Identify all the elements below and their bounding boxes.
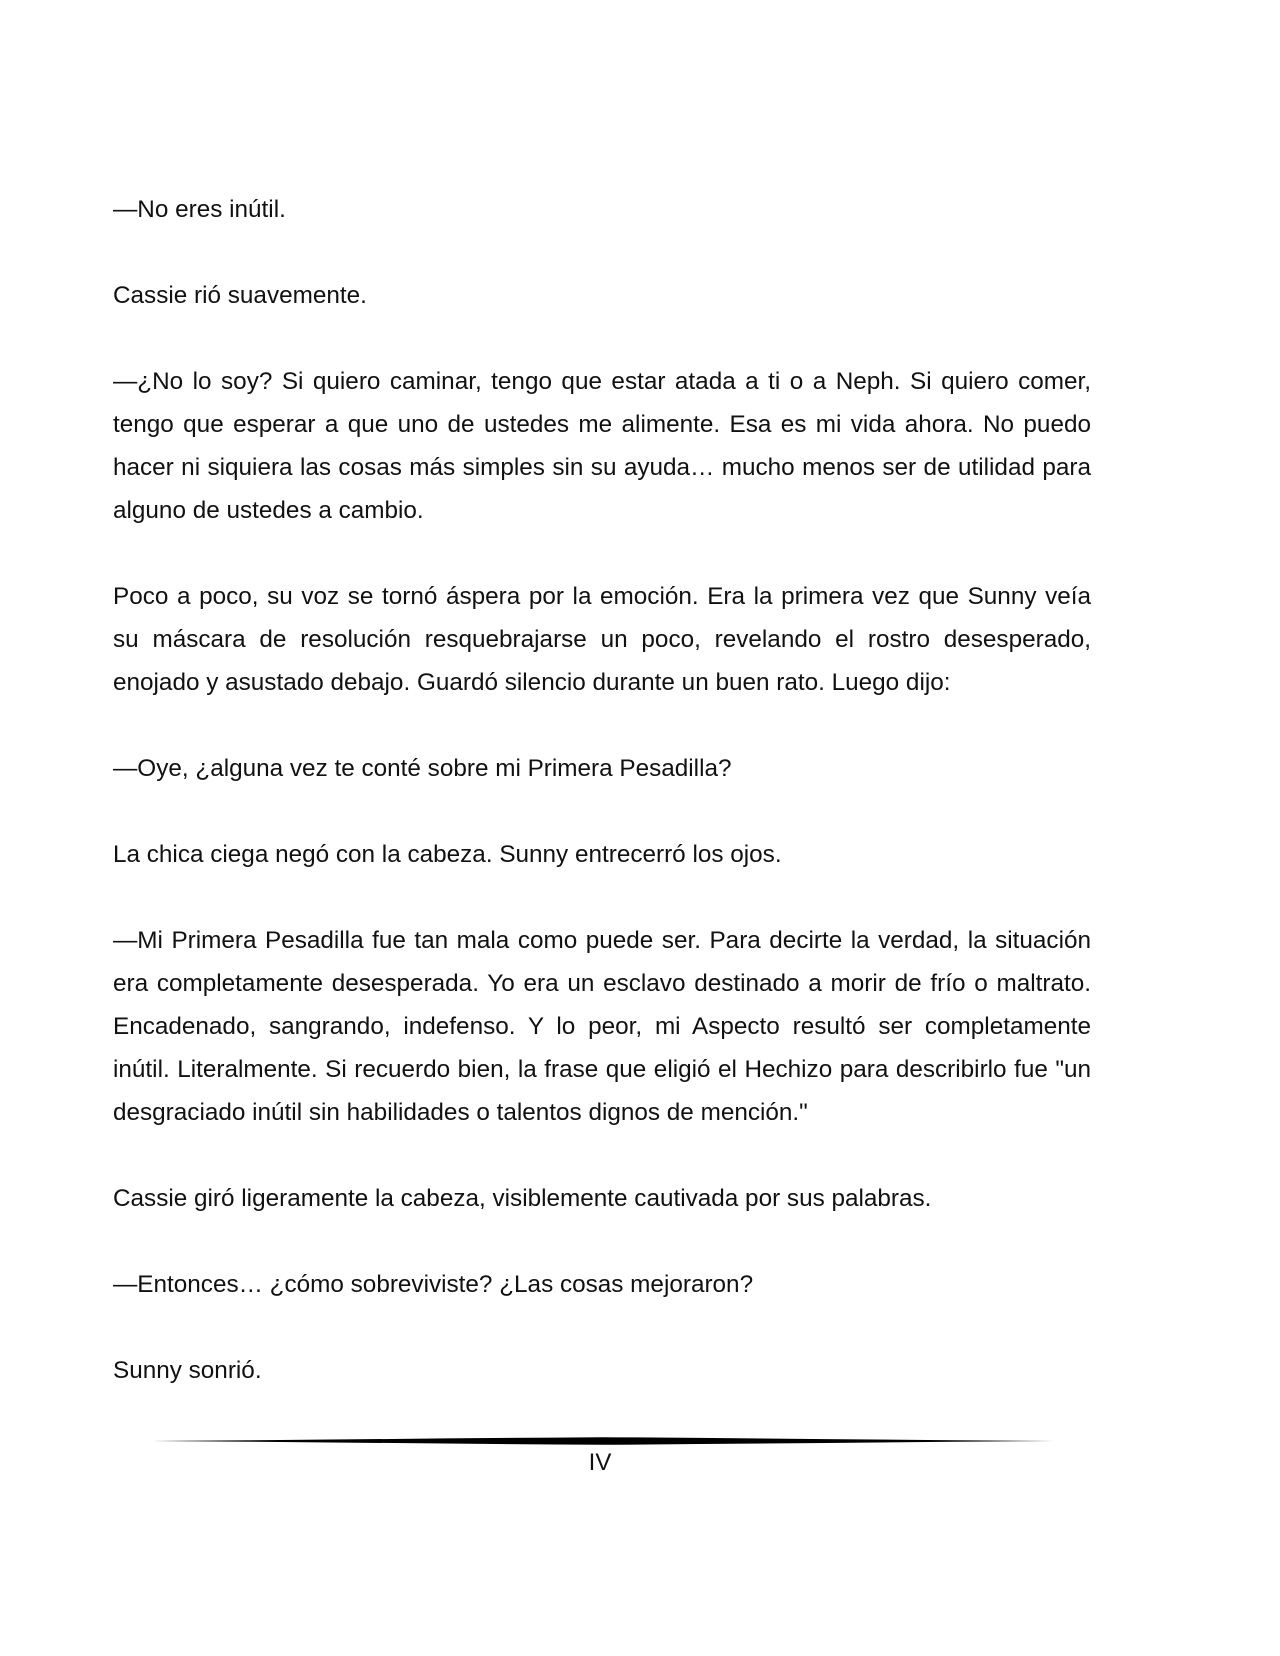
paragraph-7: —Mi Primera Pesadilla fue tan mala como puede ser. Para decirte la verdad, la situación era completamente desesperada. Yo era un esclavo destinado a morir de frío o maltrato. Encadenado, sangrando, indefenso. Y lo peor, mi Aspecto resultó ser completamente inútil. Literalmente. Si recuerdo bien, la frase que eligió el Hechizo para describirlo fue "un desgraciado inútil sin habilidades o talentos dignos de mención." [113,927,1091,1126]
paragraph-6: La chica ciega negó con la cabeza. Sunny entrecerró los ojos. [113,841,782,868]
paragraph-8: Cassie giró ligeramente la cabeza, visiblemente cautivada por sus palabras. [113,1185,932,1212]
paragraph-9: —Entonces… ¿cómo sobreviviste? ¿Las cosas mejoraron? [113,1271,754,1298]
paragraph-3: —¿No lo soy? Si quiero caminar, tengo que estar atada a ti o a Neph. Si quiero comer, tengo que esperar a que uno de ustedes me alimente. Esa es mi vida ahora. No puedo hacer ni siquiera las cosas más simples sin su ayuda… mucho menos ser de utilidad para alguno de ustedes a cambio. [113,368,1091,524]
paragraph-4: Poco a poco, su voz se tornó áspera por la emoción. Era la primera vez que Sunny veía su máscara de resolución resquebrajarse un poco, revelando el rostro desesperado, enojado y asustado debajo. Guardó silencio durante un buen rato. Luego dijo: [113,583,1091,696]
footer-divider [152,1435,1054,1447]
paragraph-1: —No eres inútil. [113,196,286,223]
page-number: IV [588,1449,612,1476]
body-text [113,188,1091,1435]
paragraph-2: Cassie rió suavemente. [113,282,367,309]
paragraph-5: —Oye, ¿alguna vez te conté sobre mi Primera Pesadilla? [113,755,732,782]
paragraph-10: Sunny sonrió. [113,1357,262,1384]
